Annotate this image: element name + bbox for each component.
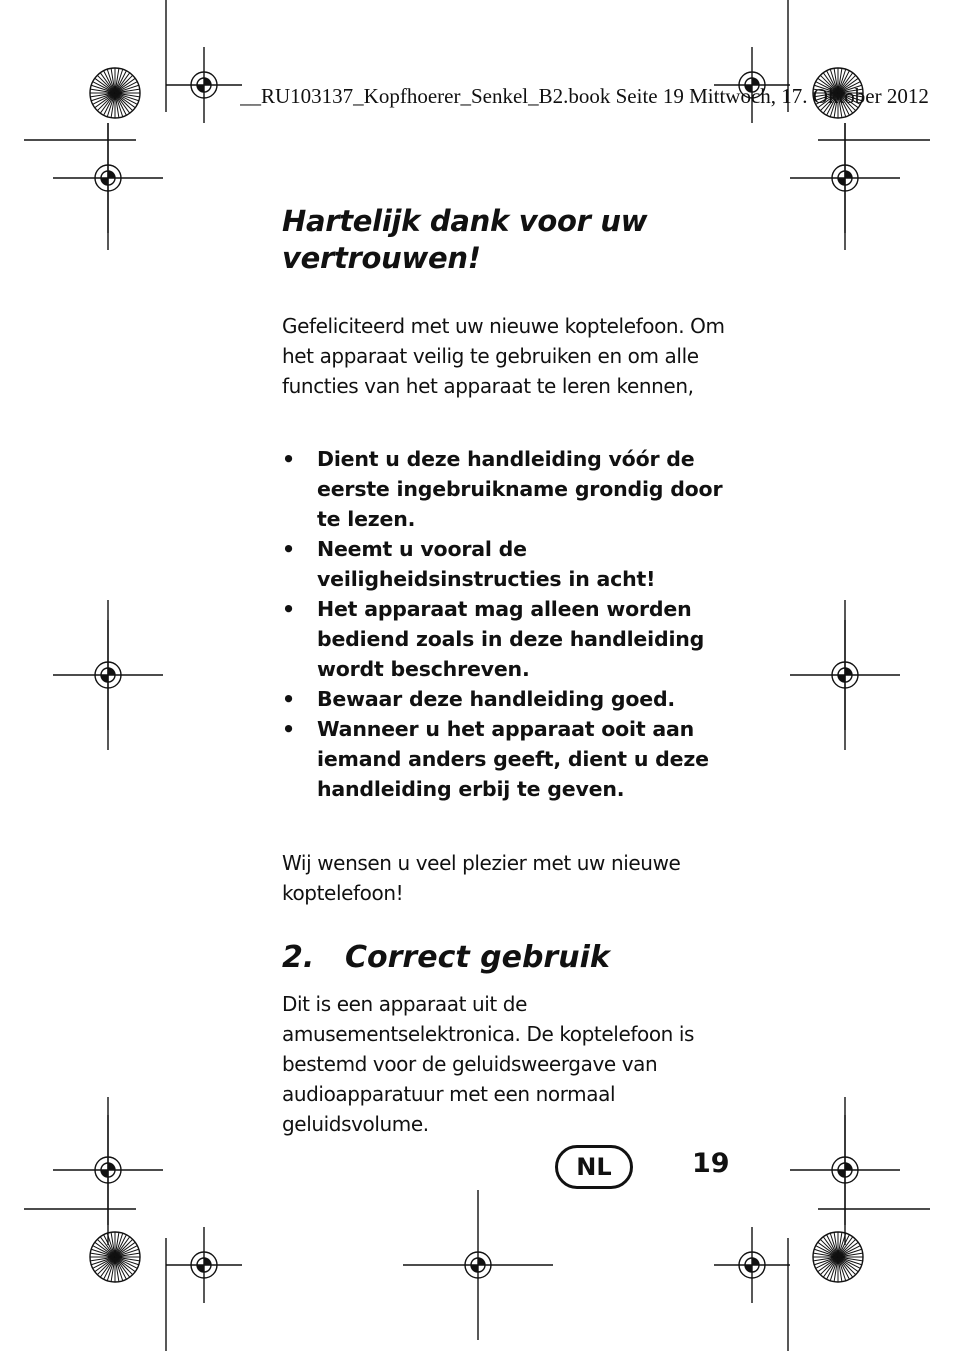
section2-number: 2.: [282, 940, 315, 975]
section2-body: Dit is een apparaat uit de amusementselektronica. De koptelefoon is bestemd voor de geluidsweergave van audioapparatuur met een normaal geluidsvolume.: [282, 992, 695, 1136]
page-number: 19: [692, 1148, 730, 1179]
list-item: [282, 444, 742, 534]
language-badge: NL: [555, 1145, 633, 1189]
list-item: [282, 534, 742, 594]
bullet-icon: •: [282, 687, 295, 711]
header-slug: __RU103137_Kopfhoerer_Senkel_B2.book Seite 19 Mittwoch, 17. Oktober 2012: [240, 84, 929, 108]
list-item: [282, 594, 742, 684]
bullet-icon: •: [282, 717, 295, 741]
instruction-list: [282, 444, 742, 804]
section2-title: Correct gebruik: [345, 940, 610, 975]
list-item-text: Bewaar deze handleiding goed.: [317, 687, 676, 711]
list-item-text: Dient u deze handleiding vóór de eerste ingebruikname grondig door te lezen.: [317, 447, 723, 531]
bullet-icon: •: [282, 447, 295, 471]
list-item-text: Het apparaat mag alleen worden bediend zoals in deze handleiding wordt beschreven.: [317, 597, 705, 681]
list-item-text: Wanneer u het apparaat ooit aan iemand anders geeft, dient u deze handleiding erbij te geven.: [317, 717, 709, 801]
list-item: [282, 714, 742, 804]
section1-intro: Gefeliciteerd met uw nieuwe koptelefoon. Om het apparaat veilig te gebruiken en om alle functies van het apparaat te leren kennen,: [282, 314, 725, 398]
list-item-text: Neemt u vooral de veiligheidsinstructies in acht!: [317, 537, 656, 591]
section1-title: Hartelijk dank voor uw vertrouwen!: [282, 204, 648, 275]
bullet-icon: •: [282, 537, 295, 561]
bullet-icon: •: [282, 597, 295, 621]
list-item: [282, 684, 742, 714]
section1-closing: Wij wensen u veel plezier met uw nieuwe koptelefoon!: [282, 851, 681, 905]
section2-heading: [282, 938, 742, 978]
